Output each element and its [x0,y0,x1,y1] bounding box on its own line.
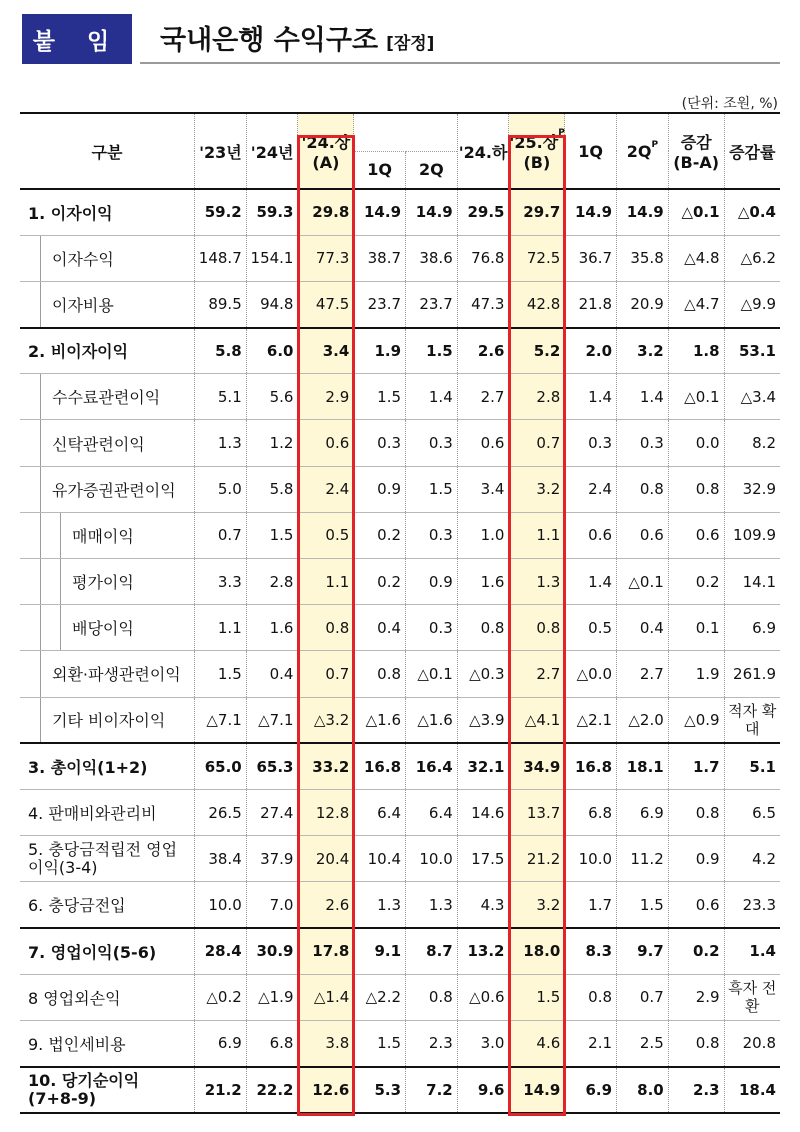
table-cell: 1.6 [246,605,298,651]
table-cell: 23.7 [354,281,406,327]
table-cell: 2.7 [617,651,669,697]
table-cell: 154.1 [246,235,298,281]
table-cell: △1.4 [298,974,354,1020]
table-cell: △3.2 [298,697,354,743]
table-cell: 35.8 [617,235,669,281]
table-cell: 42.8 [509,281,565,327]
table-cell: 1.5 [406,328,458,374]
table-cell: 2.4 [298,466,354,512]
table-cell: 0.8 [457,605,509,651]
table-cell: 적자 확대 [724,697,780,743]
table-cell: 20.9 [617,281,669,327]
table-row [20,466,780,512]
table-cell: △0.3 [457,651,509,697]
table-cell: 4.6 [509,1020,565,1066]
table-cell: 0.9 [406,559,458,605]
table-cell: 77.3 [298,235,354,281]
header-2024-h2: '24.하 [457,113,509,189]
header-2025-h1: '25.상$^P$ (B) [509,113,565,189]
table-cell: 0.8 [668,1020,724,1066]
table-cell: 0.2 [354,559,406,605]
table-cell: 0.8 [406,974,458,1020]
table-cell: 2.7 [509,651,565,697]
table-cell: 28.4 [195,928,247,974]
revenue-structure-table [20,112,780,1114]
row-label: 신탁관련이익 [20,420,195,466]
table-cell: 5.6 [246,374,298,420]
table-cell: 14.9 [509,1067,565,1113]
table-cell: 33.2 [298,743,354,789]
table-cell: 8.2 [724,420,780,466]
table-cell: △1.6 [406,697,458,743]
table-cell: 6.8 [565,789,617,835]
table-cell: 1.7 [565,882,617,928]
table-row [20,1020,780,1066]
table-cell: 29.7 [509,189,565,235]
table-cell: 흑자 전환 [724,974,780,1020]
table-cell: 1.4 [724,928,780,974]
table-row [20,374,780,420]
table-cell: 12.6 [298,1067,354,1113]
table-cell: 2.3 [406,1020,458,1066]
table-cell: 1.5 [617,882,669,928]
table-row [20,281,780,327]
table-cell: 65.0 [195,743,247,789]
table-cell: 14.9 [354,189,406,235]
table-cell: 3.0 [457,1020,509,1066]
table-cell: 0.6 [668,882,724,928]
table-cell: 16.4 [406,743,458,789]
table-row [20,1067,780,1113]
table-cell: 5.2 [509,328,565,374]
table-cell: 27.4 [246,789,298,835]
table-cell: 59.2 [195,189,247,235]
table-row [20,836,780,882]
table-cell: 1.4 [617,374,669,420]
table-cell: 0.1 [668,605,724,651]
table-cell: 5.1 [195,374,247,420]
table-cell: 0.3 [617,420,669,466]
table-cell: 94.8 [246,281,298,327]
table-cell: 6.0 [246,328,298,374]
table-cell: 4.3 [457,882,509,928]
table-cell: 1.9 [668,651,724,697]
table-cell: 6.4 [354,789,406,835]
table-cell: 0.4 [354,605,406,651]
table-cell: 18.0 [509,928,565,974]
table-row [20,651,780,697]
table-cell: 7.0 [246,882,298,928]
row-label: 10. 당기순이익 (7+8-9) [20,1067,195,1113]
row-label: 외환·파생관련이익 [20,651,195,697]
table-cell: 1.2 [246,420,298,466]
table-cell: 26.5 [195,789,247,835]
table-cell: 1.1 [509,512,565,558]
table-cell: 2.8 [246,559,298,605]
table-cell: 3.4 [298,328,354,374]
table-cell: △2.2 [354,974,406,1020]
table-cell: 3.4 [457,466,509,512]
table-cell: 2.6 [457,328,509,374]
table-row [20,559,780,605]
table-cell: 59.3 [246,189,298,235]
table-cell: 14.1 [724,559,780,605]
page-title [160,18,434,57]
table-cell: 1.4 [565,559,617,605]
table-cell: 29.8 [298,189,354,235]
table-cell: 23.3 [724,882,780,928]
table-cell: 2.1 [565,1020,617,1066]
table-cell: 0.8 [509,605,565,651]
table-cell: 0.0 [668,420,724,466]
table-cell: 38.4 [195,836,247,882]
table-cell: 2.4 [565,466,617,512]
table-cell: 0.7 [195,512,247,558]
table-cell: 38.6 [406,235,458,281]
table-cell: △0.0 [565,651,617,697]
row-label: 8 영업외손익 [20,974,195,1020]
unit-note: (단위: 조원, %) [681,96,778,112]
table-cell: △0.9 [668,697,724,743]
table-cell: 10.4 [354,836,406,882]
table-cell: 0.8 [668,466,724,512]
header-2024-q1: 1Q [354,151,406,189]
table-cell: 1.5 [406,466,458,512]
table-cell: 6.4 [406,789,458,835]
table-cell: △3.4 [724,374,780,420]
table-cell: 1.7 [668,743,724,789]
row-label: 수수료관련이익 [20,374,195,420]
table-cell: 0.7 [617,974,669,1020]
table-cell: 5.0 [195,466,247,512]
table-cell: 16.8 [354,743,406,789]
header-2023: '23년 [195,113,247,189]
table-cell: 1.4 [406,374,458,420]
table-row [20,189,780,235]
table-cell: △0.2 [195,974,247,1020]
table-cell: 47.3 [457,281,509,327]
table-cell: △3.9 [457,697,509,743]
table-cell: 0.6 [617,512,669,558]
table-cell: 14.9 [617,189,669,235]
table-cell: 0.2 [668,559,724,605]
table-cell: 2.7 [457,374,509,420]
row-label: 2. 비이자이익 [20,328,195,374]
table-cell: 0.2 [668,928,724,974]
table-cell: 32.9 [724,466,780,512]
table-cell: 0.6 [668,512,724,558]
table-cell: 8.0 [617,1067,669,1113]
table-cell: 89.5 [195,281,247,327]
table-row [20,882,780,928]
table-cell: 7.2 [406,1067,458,1113]
table-cell: 5.8 [195,328,247,374]
table-cell: 22.2 [246,1067,298,1113]
table-cell: 13.7 [509,789,565,835]
table-cell: 17.5 [457,836,509,882]
table-cell: 1.3 [354,882,406,928]
table-row [20,928,780,974]
table-row [20,697,780,743]
row-label: 7. 영업이익(5-6) [20,928,195,974]
table-cell: 3.3 [195,559,247,605]
table-cell: 20.4 [298,836,354,882]
table-cell: 0.7 [298,651,354,697]
table-cell: 261.9 [724,651,780,697]
header-2024-q2: 2Q [406,151,458,189]
table-cell: 0.2 [354,512,406,558]
table-cell: 0.9 [354,466,406,512]
table-cell: 0.3 [406,512,458,558]
table-cell: 0.8 [617,466,669,512]
table-cell: 8.3 [565,928,617,974]
row-label: 1. 이자이익 [20,189,195,235]
table-cell: 29.5 [457,189,509,235]
table-row [20,743,780,789]
table-cell: 21.2 [195,1067,247,1113]
table-cell: 1.5 [509,974,565,1020]
table-row [20,605,780,651]
table-cell: 3.2 [617,328,669,374]
table-cell: 18.4 [724,1067,780,1113]
row-label: 이자비용 [20,281,195,327]
title-divider [140,62,780,64]
table-cell: △1.6 [354,697,406,743]
table-cell: 1.6 [457,559,509,605]
table-cell: 0.5 [298,512,354,558]
table-cell: 1.3 [509,559,565,605]
table-cell: 2.9 [298,374,354,420]
header-2024-h1-quarters [354,113,457,151]
table-cell: 16.8 [565,743,617,789]
table-cell: 0.9 [668,836,724,882]
table-cell: △0.1 [406,651,458,697]
row-label: 매매이익 [20,512,195,558]
table-cell: 20.8 [724,1020,780,1066]
table-cell: 1.5 [195,651,247,697]
table-cell: 1.9 [354,328,406,374]
table-cell: 6.9 [724,605,780,651]
table-cell: 1.4 [565,374,617,420]
row-label: 배당이익 [20,605,195,651]
table-cell: 5.3 [354,1067,406,1113]
row-label: 기타 비이자이익 [20,697,195,743]
table-cell: △7.1 [246,697,298,743]
table-cell: 9.1 [354,928,406,974]
table-cell: 0.6 [298,420,354,466]
table-cell: 2.5 [617,1020,669,1066]
table-cell: 3.8 [298,1020,354,1066]
table-cell: 1.0 [457,512,509,558]
table-cell: 5.8 [246,466,298,512]
table-cell: △4.7 [668,281,724,327]
table-cell: 12.8 [298,789,354,835]
table-cell: △4.8 [668,235,724,281]
table-cell: 3.2 [509,466,565,512]
table-cell: 0.3 [354,420,406,466]
table-cell: △0.4 [724,189,780,235]
row-label: 이자수익 [20,235,195,281]
table-cell: 53.1 [724,328,780,374]
table-cell: 17.8 [298,928,354,974]
table-cell: △2.1 [565,697,617,743]
table-cell: 0.3 [565,420,617,466]
table-row [20,512,780,558]
table-cell: 9.7 [617,928,669,974]
table-cell: 23.7 [406,281,458,327]
table-cell: 0.3 [406,420,458,466]
table-cell: 1.5 [246,512,298,558]
table-cell: 21.2 [509,836,565,882]
table-cell: △2.0 [617,697,669,743]
header-rate: 증감률 [724,113,780,189]
table-cell: 1.5 [354,374,406,420]
table-cell: 72.5 [509,235,565,281]
table-cell: 0.3 [406,605,458,651]
table-cell: 3.2 [509,882,565,928]
table-cell: 0.4 [617,605,669,651]
appendix-badge: 붙 임 [22,14,132,64]
row-label: 3. 총이익(1+2) [20,743,195,789]
table-cell: 1.8 [668,328,724,374]
table-cell: 1.5 [354,1020,406,1066]
table-cell: 11.2 [617,836,669,882]
table-cell: △7.1 [195,697,247,743]
table-cell: 65.3 [246,743,298,789]
table-cell: 36.7 [565,235,617,281]
table-cell: 0.8 [565,974,617,1020]
table-row [20,789,780,835]
table-cell: 10.0 [195,882,247,928]
table-cell: 18.1 [617,743,669,789]
table-cell: △0.1 [668,374,724,420]
row-label: 유가증권관련이익 [20,466,195,512]
table-cell: 34.9 [509,743,565,789]
table-cell: 6.9 [565,1067,617,1113]
title-status: [잠정] [386,34,435,54]
table-row [20,974,780,1020]
table-cell: △9.9 [724,281,780,327]
table-cell: 10.0 [406,836,458,882]
row-label: 9. 법인세비용 [20,1020,195,1066]
table-cell: 0.4 [246,651,298,697]
row-label: 6. 충당금전입 [20,882,195,928]
table-cell: 32.1 [457,743,509,789]
row-label: 5. 충당금적립전 영업이익(3-4) [20,836,195,882]
table-cell: 6.9 [195,1020,247,1066]
table-cell: 38.7 [354,235,406,281]
table-cell: 0.6 [565,512,617,558]
table-cell: 0.8 [354,651,406,697]
table-cell: 10.0 [565,836,617,882]
table-cell: 21.8 [565,281,617,327]
table-row [20,420,780,466]
header-2025-q1: 1Q [565,113,617,189]
header-diff: 증감 (B-A) [668,113,724,189]
table-cell: 4.2 [724,836,780,882]
table-cell: 0.8 [668,789,724,835]
table-row [20,328,780,374]
table-cell: 1.1 [195,605,247,651]
header-2025-q2: $2Q^P$ [617,113,669,189]
table-cell: △0.1 [668,189,724,235]
table-cell: 0.5 [565,605,617,651]
table-cell: 2.0 [565,328,617,374]
table-cell: 14.9 [565,189,617,235]
title-text: 국내은행 수익구조 [160,25,379,56]
table-cell: 148.7 [195,235,247,281]
table-cell: 8.7 [406,928,458,974]
table-cell: 2.6 [298,882,354,928]
table-cell: 0.8 [298,605,354,651]
header-2024: '24년 [246,113,298,189]
table-cell: 76.8 [457,235,509,281]
table-cell: 2.8 [509,374,565,420]
table-cell: 1.1 [298,559,354,605]
header-category: 구분 [91,142,123,162]
table-cell: 109.9 [724,512,780,558]
table-cell: 5.1 [724,743,780,789]
table-cell: 0.6 [457,420,509,466]
table-cell: 9.6 [457,1067,509,1113]
row-label: 4. 판매비와관리비 [20,789,195,835]
table-row [20,235,780,281]
table-cell: △4.1 [509,697,565,743]
table-cell: 13.2 [457,928,509,974]
table-cell: 14.9 [406,189,458,235]
table-cell: 2.9 [668,974,724,1020]
table-cell: 0.7 [509,420,565,466]
table-cell: 1.3 [406,882,458,928]
table-cell: △0.6 [457,974,509,1020]
table-cell: 6.9 [617,789,669,835]
table-cell: 37.9 [246,836,298,882]
table-cell: 14.6 [457,789,509,835]
table-cell: 6.8 [246,1020,298,1066]
header-2024-h1: '24.상 (A) [298,113,354,189]
table-cell: △6.2 [724,235,780,281]
table-cell: 2.3 [668,1067,724,1113]
table-cell: 6.5 [724,789,780,835]
row-label: 평가이익 [20,559,195,605]
table-cell: △0.1 [617,559,669,605]
table-cell: △1.9 [246,974,298,1020]
table-cell: 30.9 [246,928,298,974]
table-cell: 47.5 [298,281,354,327]
table-cell: 1.3 [195,420,247,466]
